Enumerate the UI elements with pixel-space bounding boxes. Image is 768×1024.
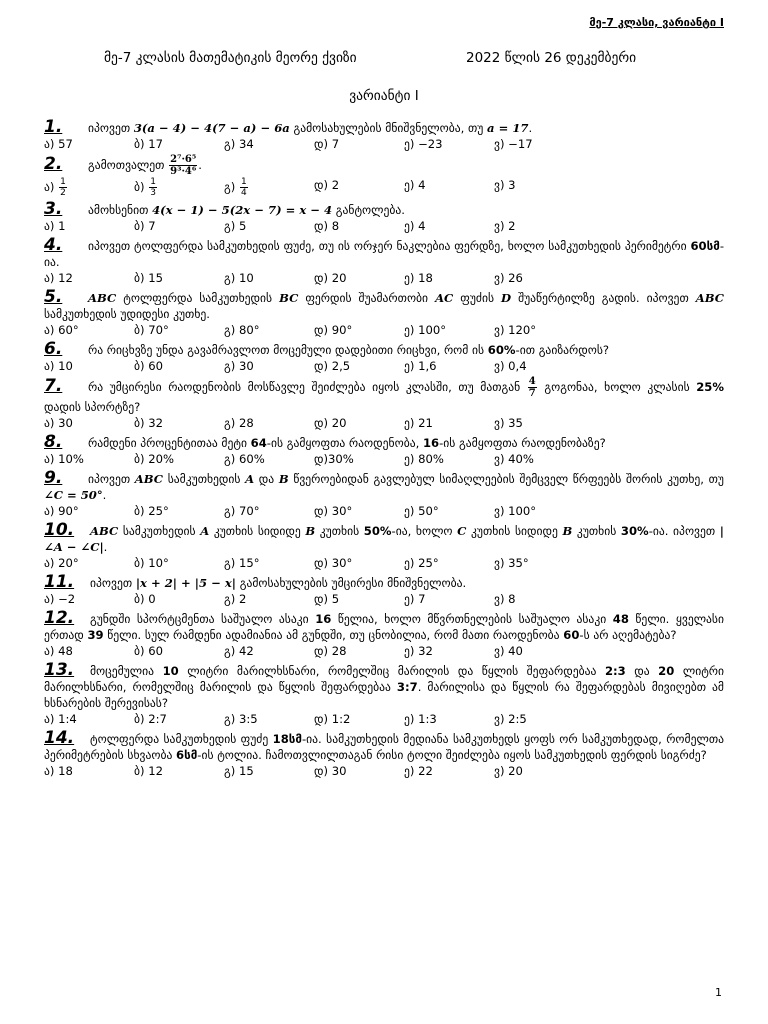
answer-option: ვ) 100° — [494, 504, 537, 518]
answer-option: ვ) 2:5 — [494, 712, 527, 726]
answer-option: ვ) 40 — [494, 644, 523, 658]
answer-option: ვ) 0,4 — [494, 359, 527, 373]
answer-option: ვ) 120° — [494, 323, 537, 337]
answer-option: ბ) 32 — [134, 416, 163, 430]
answer-option: ა) 48 — [44, 644, 73, 658]
answer-option: ე) 4 — [404, 219, 426, 233]
answer-option: ვ) −17 — [494, 137, 533, 151]
answer-option: ე) 80% — [404, 452, 444, 466]
fraction: $\frac{1}{4}$ — [240, 177, 247, 198]
question-13: 13. მოცემულია 10 ლიტრი მარილხსნარი, რომელშიც მარილის და წყლის შეფარდებაა 2:3 და 20 ლიტრი მარილხსნარი, რომელშიც მარილის და წყლის შეფარდებაა 3:7. მარილისა და წყლის რა შეფარდებას მივიღებთ ამ ხსნარების შერევისას? ა) 1:4 ბ) 2:7 გ) 3:5 დ) 1:2 ე) 1:3 ვ) 2:5 — [44, 660, 725, 726]
answer-option: დ) 28 — [314, 644, 347, 658]
answer-option: ა) −2 — [44, 592, 76, 606]
answer-option: გ) 15 — [224, 764, 254, 778]
quiz-title: მე-7 კლასის მათემატიკის მეორე ქვიზი — [104, 50, 357, 66]
quiz-date: 2022 წლის 26 დეკემბერი — [466, 50, 637, 66]
answer-option: გ) 2 — [224, 592, 247, 606]
math-expression: |x + 2| + |5 − x| — [135, 576, 237, 590]
question-6: 6. რა რიცხვზე უნდა გავამრავლოთ მოცემული დადებითი რიცხვი, რომ ის 60%-ით გაიზარდოს? ა) 10 ბ) 60 გ) 30 დ) 2,5 ე) 1,6 ვ) 0,4 — [44, 340, 724, 374]
answer-option: გ) 60% — [224, 452, 265, 466]
math-expression: 3(a − 4) − 4(7 − a) − 6a — [133, 121, 290, 135]
answer-options — [44, 451, 724, 467]
answer-options — [44, 711, 724, 727]
answer-option: ა) 57 — [44, 137, 73, 151]
question-number: 12. — [44, 608, 75, 628]
answer-option: ბ) 60 — [134, 644, 163, 658]
answer-option: დ) 30° — [314, 556, 353, 570]
answer-option: ვ) 8 — [494, 592, 516, 606]
answer-option: ე) 25° — [404, 556, 439, 570]
answer-options — [44, 415, 724, 431]
answer-option: ბ) 20% — [134, 452, 174, 466]
math-condition: a = 17 — [487, 121, 529, 135]
question-number: 8. — [44, 432, 63, 452]
answer-option: ე) 50° — [404, 504, 439, 518]
answer-option: ე) 100° — [404, 323, 447, 337]
answer-option: გ) 28 — [224, 416, 254, 430]
question-3: 3. ამოხსენით 4(x − 1) − 5(2x − 7) = x − 4 განტოლება. ა) 1 ბ) 7 გ) 5 დ) 8 ე) 4 ვ) 2 — [44, 200, 724, 234]
question-number: 1. — [44, 117, 63, 137]
variant-corner-label: მე-7 კლასი, ვარიანტი I — [589, 16, 724, 29]
answer-option: დ)30% — [314, 452, 354, 466]
answer-option: დ) 7 — [314, 137, 340, 151]
answer-option: დ) 20 — [314, 271, 347, 285]
answer-option: გ) 30 — [224, 359, 254, 373]
fraction: $\frac{1}{3}$ — [150, 177, 156, 198]
answer-options — [44, 218, 724, 234]
answer-option: ე) 1,6 — [404, 359, 437, 373]
answer-option: ბ) 60 — [134, 359, 163, 373]
question-number: 14. — [44, 728, 75, 748]
fraction: $\frac{1}{2}$ — [60, 177, 66, 198]
answer-option: ა) 10 — [44, 359, 73, 373]
answer-option: ბ) 17 — [134, 137, 163, 151]
question-number: 4. — [44, 235, 63, 255]
answer-options — [44, 270, 724, 286]
answer-option: ე) 7 — [404, 592, 426, 606]
question-number: 10. — [44, 520, 75, 540]
answer-option: დ) 30° — [314, 504, 353, 518]
answer-option: დ) 2 — [314, 178, 340, 192]
math-expression: 4(x − 1) − 5(2x − 7) = x − 4 — [152, 203, 333, 217]
answer-option: ბ) 15 — [134, 271, 163, 285]
question-number: 13. — [44, 660, 75, 680]
question-14: 14. ტოლფერდა სამკუთხედის ფუძე 18სმ-ია. სამკუთხედის მედიანა სამკუთხედს ყოფს ორ სამკუთხედად, რომელთა პერიმეტრების სხვაობა 6სმ-ის ტოლია. ჩამოთვლილთაგან რისი ტოლი შეიძლება იყოს სამკუთხედის ფერდის სიგრძე? ა) 18 ბ) 12 გ) 15 დ) 30 ე) 22 ვ) 20 — [44, 728, 724, 778]
question-1: 1. იპოვეთ 3(a − 4) − 4(7 − a) − 6a გამოსახულების მნიშვნელობა, თუ a = 17. ა) 57 ბ) 17 გ) 34 დ) 7 ე) −23 ვ) −17 — [44, 118, 724, 152]
answer-option: ე) 21 — [404, 416, 433, 430]
question-number: 11. — [44, 572, 75, 592]
answer-option: ა) $\frac{1}{2}$ — [44, 177, 66, 198]
answer-options — [44, 358, 724, 374]
question-number: 3. — [44, 199, 63, 219]
answer-option: ვ) 26 — [494, 271, 523, 285]
question-5: 5. ABC ტოლფერდა სამკუთხედის BC ფერდის შუამართობი AC ფუძის D შუაწერტილზე გადის. იპოვეთ ABC სამკუთხედის უდიდესი კუთხე. ა) 60° ბ) 70° გ) 80° დ) 90° ე) 100° ვ) 120° — [44, 287, 724, 337]
question-2: 2. გამოთვალეთ $\frac{\text{2⁷·6⁵}}{\text{9³·4⁶}}$ . ა) $\frac{1}{2}$ ბ) $\frac{1}{3}$ გ) $\frac{1}{4}$ დ) 2 ე) 4 ვ) 3 — [44, 154, 724, 198]
answer-option: ა) 18 — [44, 764, 73, 778]
answer-option: ა) 10% — [44, 452, 84, 466]
question-10: 10. ABC სამკუთხედის A კუთხის სიდიდე B კუთხის 50%-ია, ხოლო C კუთხის სიდიდე B კუთხის 30%-ია. იპოვეთ |∠A − ∠C|. ა) 20° ბ) 10° გ) 15° დ) 30° ე) 25° ვ) 35° — [44, 520, 725, 570]
fraction: $\frac{\text{2⁷·6⁵}}{\text{9³·4⁶}}$ — [170, 154, 197, 177]
answer-option: ბ) 2:7 — [134, 712, 167, 726]
answer-option: ბ) $\frac{1}{3}$ — [134, 177, 156, 198]
answer-options — [44, 555, 724, 571]
answer-options — [44, 643, 724, 659]
answer-option: გ) 70° — [224, 504, 260, 518]
answer-option: დ) 5 — [314, 592, 340, 606]
answer-options — [44, 136, 724, 152]
question-number: 9. — [44, 468, 63, 488]
answer-option: გ) 5 — [224, 219, 247, 233]
answer-option: ბ) 70° — [134, 323, 169, 337]
answer-option: გ) 42 — [224, 644, 254, 658]
answer-options — [44, 503, 724, 519]
answer-option: ე) 32 — [404, 644, 433, 658]
answer-option: ე) −23 — [404, 137, 443, 151]
answer-options — [44, 322, 724, 338]
answer-option: ა) 20° — [44, 556, 79, 570]
question-8: 8. რამდენი პროცენტითაა მეტი 64-ის გამყოფთა რაოდენობა, 16-ის გამყოფთა რაოდენობაზე? ა) 10% ბ) 20% გ) 60% დ)30% ე) 80% ვ) 40% — [44, 433, 724, 467]
answer-option: ე) 22 — [404, 764, 433, 778]
answer-option: ბ) 25° — [134, 504, 169, 518]
answer-option: დ) 90° — [314, 323, 353, 337]
answer-option: ა) 12 — [44, 271, 73, 285]
page-number: 1 — [715, 986, 722, 999]
question-11: 11. იპოვეთ |x + 2| + |5 − x| გამოსახულების უმცირესი მნიშვნელობა. ა) −2 ბ) 0 გ) 2 დ) 5 ე) 7 ვ) 8 — [44, 573, 724, 607]
answer-option: ბ) 10° — [134, 556, 169, 570]
answer-option: დ) 20 — [314, 416, 347, 430]
answer-option: გ) 34 — [224, 137, 254, 151]
answer-option: დ) 1:2 — [314, 712, 351, 726]
answer-option: ე) 4 — [404, 178, 426, 192]
answer-options — [44, 177, 724, 198]
answer-option: ე) 18 — [404, 271, 433, 285]
answer-option: გ) 15° — [224, 556, 260, 570]
answer-option: ბ) 7 — [134, 219, 156, 233]
answer-option: ბ) 0 — [134, 592, 156, 606]
question-9: 9. იპოვეთ ABC სამკუთხედის A და B წვეროებიდან გავლებულ სიმაღლეების შემცველ წრფეებს შორის კუთხე, თუ ∠C = 50°. ა) 90° ბ) 25° გ) 70° დ) 30° ე) 50° ვ) 100° — [44, 468, 724, 518]
answer-option: ე) 1:3 — [404, 712, 437, 726]
answer-option: გ) $\frac{1}{4}$ — [224, 177, 247, 198]
answer-options — [44, 763, 724, 779]
answer-option: ვ) 40% — [494, 452, 534, 466]
answer-option: დ) 2,5 — [314, 359, 351, 373]
variant-heading: ვარიანტი I — [349, 88, 419, 104]
answer-option: ბ) 12 — [134, 764, 163, 778]
question-4: 4. იპოვეთ ტოლფერდა სამკუთხედის ფუძე, თუ ის ორჯერ ნაკლებია ფერდზე, ხოლო სამკუთხედის პერიმეტრი 60სმ-ია. ა) 12 ბ) 15 გ) 10 დ) 20 ე) 18 ვ) 26 — [44, 235, 724, 285]
question-number: 6. — [44, 339, 63, 359]
question-number: 5. — [44, 287, 63, 307]
answer-option: ა) 1:4 — [44, 712, 77, 726]
question-number: 2. — [44, 154, 63, 174]
answer-option: ვ) 2 — [494, 219, 516, 233]
answer-option: ა) 90° — [44, 504, 79, 518]
answer-option: გ) 3:5 — [224, 712, 258, 726]
question-number: 7. — [44, 376, 63, 396]
question-list — [44, 118, 724, 781]
answer-option: ვ) 35 — [494, 416, 523, 430]
answer-option: დ) 30 — [314, 764, 347, 778]
answer-option: ვ) 35° — [494, 556, 529, 570]
answer-option: გ) 80° — [224, 323, 260, 337]
answer-option: ა) 30 — [44, 416, 73, 430]
answer-option: ვ) 20 — [494, 764, 523, 778]
answer-option: ა) 60° — [44, 323, 79, 337]
fraction: $\frac{4}{7}$ — [528, 376, 536, 399]
answer-options — [44, 591, 724, 607]
answer-option: ვ) 3 — [494, 178, 516, 192]
answer-option: ა) 1 — [44, 219, 66, 233]
question-7: 7. რა უმცირესი რაოდენობის მოსწავლე შეიძლება იყოს კლასში, თუ მათგან $\frac{4}{7}$ გოგონაა, ხოლო კლასის 25% დადის სპორტზე? ა) 30 ბ) 32 გ) 28 დ) 20 ე) 21 ვ) 35 — [44, 376, 724, 430]
answer-option: დ) 8 — [314, 219, 340, 233]
question-12: 12. გუნდში სპორტცმენთა საშუალო ასაკი 16 წელია, ხოლო მწვრთნელების საშუალო ასაკი 48 წელი. ყველასი ერთად 39 წელი. სულ რამდენი ადამიანია ამ გუნდში, თუ ცნობილია, რომ მათი რაოდენობა 60-ს არ აღემატება? ა) 48 ბ) 60 გ) 42 დ) 28 ე) 32 ვ) 40 — [44, 608, 724, 658]
answer-option: გ) 10 — [224, 271, 254, 285]
